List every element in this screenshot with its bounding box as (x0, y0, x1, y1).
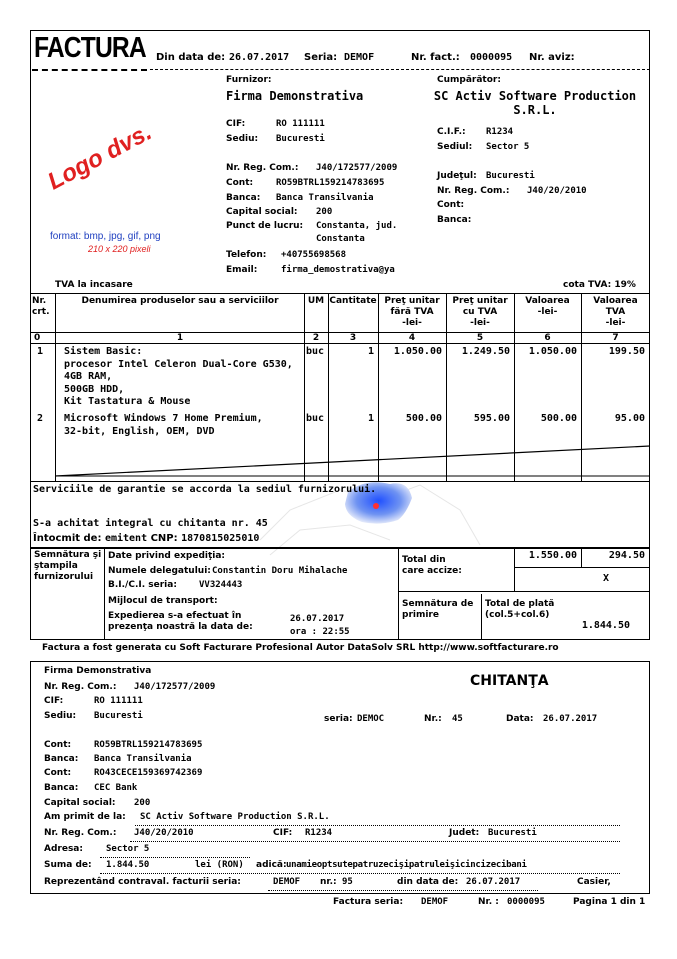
representing-dots (268, 890, 538, 891)
client-county: Bucuresti (488, 828, 537, 838)
th-nr: Nr. crt. (32, 296, 50, 317)
th-desc: Denumirea produselor sau a serviciilor (81, 296, 279, 306)
colnum-1: 1 (176, 333, 184, 343)
currency: lei (RON) (195, 860, 244, 870)
th-vat-1: Valoarea (593, 296, 638, 306)
colnum-4: 4 (408, 333, 416, 343)
row2-value: 500.00 (540, 413, 577, 424)
th-vat-3: -lei- (605, 318, 626, 328)
receipt-date: 26.07.2017 (543, 714, 598, 724)
inv-date-label: din data de: (397, 877, 459, 887)
th-price-3: -lei- (402, 318, 422, 328)
row1-price: 1.050.00 (393, 346, 442, 357)
buyer-reg: J40/20/2010 (527, 186, 587, 196)
row1-pricevat: 1.249.50 (461, 346, 510, 357)
supplier-seat-label: Sediu: (226, 134, 259, 144)
supplier-phone: +40755698568 (281, 250, 347, 260)
footer-sep-5 (581, 547, 582, 567)
supplier-capital-label: Capital social: (226, 207, 298, 217)
buyer-cif: R1234 (486, 127, 514, 137)
receipt-nr: 45 (452, 714, 463, 724)
notice-label: Nr. aviz: (529, 52, 575, 63)
row2-desc-line: Microsoft Windows 7 Home Premium, (64, 413, 263, 424)
buyer-name-1: SC Activ Software Production (433, 89, 637, 103)
row1-um: buc (306, 346, 325, 357)
vat-rate: cota TVA: 19% (563, 280, 636, 290)
colnum-3: 3 (349, 333, 357, 343)
th-vat (581, 296, 650, 329)
generated-by: Factura a fost generata cu Soft Facturare Profesional Autor DataSolv SRL http://www.softfacturare.ro (42, 643, 559, 653)
receipt-company: Firma Demonstrativa (44, 666, 152, 676)
th-pricevat-2: cu TVA (462, 307, 498, 317)
receipt-date-label: Data: (506, 714, 534, 724)
supplier-label: Furnizor: (226, 75, 272, 85)
delegate-name: Constantin Doru Mihalache (212, 566, 348, 576)
supplier-name: Firma Demonstrativa (226, 89, 364, 103)
buyer-account-label: Cont: (437, 200, 465, 210)
number-label: Nr. fact.: (411, 52, 460, 63)
table-colnum-bottom (30, 343, 650, 344)
supplier-account: RO59BTRL159214783695 (276, 178, 385, 188)
row2-um: buc (306, 413, 325, 424)
words-label: adică: (256, 860, 287, 870)
receipt-title: CHITANŢA (470, 673, 549, 689)
shipping-label: Expedierea s-a efectuat în prezenţa noastră la data de: (108, 611, 253, 632)
supplier-reg-label: Nr. Reg. Com.: (226, 163, 299, 173)
client-reg-label: Nr. Reg. Com.: (44, 828, 117, 838)
delegate-label: Numele delegatului: (108, 566, 211, 576)
supplier-bank: Banca Transilvania (276, 193, 374, 203)
colnum-5: 5 (476, 333, 484, 343)
supplier-account-label: Cont: (226, 178, 254, 188)
receipt-cif: RO 111111 (94, 696, 143, 706)
sum-label: Suma de: (44, 860, 92, 870)
row2-nr: 2 (37, 413, 44, 424)
inv-series: DEMOF (273, 877, 301, 887)
vat-note: TVA la incasare (55, 280, 133, 290)
header-divider (150, 69, 650, 70)
th-pricevat-3: -lei- (470, 318, 490, 328)
row1-desc-line: 4GB RAM, (64, 371, 113, 382)
cnp-value: 1870815025010 (181, 533, 260, 544)
address-label: Adresa: (44, 844, 83, 854)
colnum-0: 0 (34, 333, 41, 343)
issuer-label: Întocmit de: (33, 533, 102, 544)
logo-text: Logo dvs. (43, 118, 157, 196)
footer-sep-3 (481, 594, 482, 640)
sum-dots (100, 873, 620, 874)
supplier-workpoint-2: Constanta (316, 234, 365, 244)
buyer-seat-label: Sediul: (437, 142, 473, 152)
supplier-seat: Bucuresti (276, 134, 325, 144)
sum-value: 1.844.50 (106, 860, 150, 870)
inv-nr: 95 (342, 877, 353, 887)
receipt-capital: 200 (134, 798, 151, 808)
th-pricevat-1: Preţ unitar (452, 296, 508, 306)
footer-mid-line (398, 591, 650, 592)
receipt-series-label: seria: (324, 714, 353, 724)
invoice-number: 0000095 (470, 52, 513, 63)
client-cif: R1234 (305, 828, 333, 838)
address-dots (100, 857, 250, 858)
cnp-label: CNP: (150, 533, 178, 544)
supplier-email: firma_demostrativa@ya (281, 265, 395, 275)
receipt-signature: Semnătura de primire (402, 599, 474, 620)
client-dots (130, 841, 620, 842)
page-footer-series: DEMOF (421, 897, 449, 907)
invoice-title: FACTURA (34, 32, 146, 64)
row1-nr: 1 (37, 346, 44, 357)
row1-vat: 199.50 (608, 346, 645, 357)
footer-sep-2 (398, 547, 399, 640)
total-label: Total din care accize: (402, 555, 462, 576)
th-price-2: fără TVA (390, 307, 434, 317)
th-vat-2: TVA (605, 307, 626, 317)
supplier-email-label: Email: (226, 265, 258, 275)
th-um: UM (307, 296, 325, 306)
invoice-series: DEMOF (344, 52, 375, 63)
id-value: VV324443 (199, 580, 243, 590)
receipt-bank1-label: Banca: (44, 754, 79, 764)
supplier-cif: RO 111111 (276, 119, 325, 129)
inv-nr-label: nr.: (320, 877, 337, 887)
series-label: Seria: (304, 52, 338, 63)
row2-price: 500.00 (405, 413, 442, 424)
row1-qty: 1 (367, 346, 374, 357)
client-reg: J40/20/2010 (134, 828, 194, 838)
receipt-nr-label: Nr.: (424, 714, 442, 724)
row1-desc-line: procesor Intel Celeron Dual-Core G530, (64, 358, 293, 370)
supplier-signature: Semnătura şi ştampila furnizorului (34, 550, 102, 582)
receipt-seat: Bucuresti (94, 711, 143, 721)
supplier-bank-label: Banca: (226, 193, 261, 203)
th-value (514, 296, 581, 318)
table-top-line (30, 293, 650, 294)
total-value: 1.550.00 (528, 550, 577, 561)
row2-qty: 1 (367, 413, 374, 424)
buyer-name-2: S.R.L. (513, 103, 557, 117)
buyer-seat: Sector 5 (486, 142, 530, 152)
receipt-account1: RO59BTRL159214783695 (94, 740, 203, 750)
receipt-reg-label: Nr. Reg. Com.: (44, 682, 117, 692)
footer-sep-1 (104, 547, 105, 640)
receipt-series: DEMOC (357, 714, 385, 724)
colnum-7: 7 (612, 333, 619, 343)
supplier-workpoint-1: Constanta, jud. (316, 221, 398, 231)
th-price (378, 296, 446, 329)
representing-label: Reprezentând contraval. facturii seria: (44, 877, 241, 887)
buyer-bank-label: Banca: (437, 215, 472, 225)
client-cif-label: CIF: (273, 828, 293, 838)
logo-placeholder (43, 118, 175, 260)
receipt-bank1: Banca Transilvania (94, 754, 192, 764)
buyer-county: Bucuresti (486, 171, 535, 181)
address-value: Sector 5 (106, 844, 150, 854)
receipt-capital-label: Capital social: (44, 798, 116, 808)
invoice-date: 26.07.2017 (229, 52, 290, 63)
row1-value: 1.050.00 (528, 346, 577, 357)
receipt-account1-label: Cont: (44, 740, 72, 750)
th-value-2: -lei- (537, 307, 558, 317)
row2-vat: 95.00 (614, 413, 645, 424)
page-footer-nr-label: Nr. : (478, 897, 499, 907)
colnum-2: 2 (312, 333, 320, 343)
page-number: Pagina 1 din 1 (573, 897, 646, 907)
row1-desc-line: 500GB HDD, (64, 383, 125, 395)
shipping-time: ora : 22:55 (290, 627, 350, 637)
row2-desc-line: 32-bit, English, OEM, DVD (64, 425, 215, 437)
receipt-cif-label: CIF: (44, 696, 64, 706)
receipt-reg: J40/172577/2009 (134, 682, 216, 692)
sum-in-words: unamieoptsutepatruzecişipatruleişicincizecibani (286, 860, 527, 870)
buyer-county-label: Judeţul: (437, 171, 477, 181)
cashier: Casier, (577, 877, 611, 887)
th-price-1: Preţ unitar (384, 296, 440, 306)
receipt-seat-label: Sediu: (44, 711, 77, 721)
row2-pricevat: 595.00 (473, 413, 510, 424)
inv-date: 26.07.2017 (466, 877, 521, 887)
buyer-reg-label: Nr. Reg. Com.: (437, 186, 510, 196)
row1-desc-line: Kit Tastatura & Mouse (64, 396, 191, 407)
logo-size: 210 x 220 pixeli (88, 244, 151, 254)
row2-desc (64, 413, 263, 438)
warranty-note: Serviciile de garantie se accorda la sediul furnizorului. (33, 484, 377, 495)
client-county-label: Judet: (449, 828, 480, 838)
received-from: SC Activ Software Production S.R.L. (140, 812, 330, 822)
th-qty: Cantitate (329, 296, 377, 306)
expedition-title: Date privind expediţia: (108, 551, 226, 561)
title-underline (32, 69, 147, 71)
footer-total-line (514, 567, 650, 568)
th-value-1: Valoarea (525, 296, 570, 306)
paid-note: S-a achitat integral cu chitanta nr. 45 (33, 518, 268, 529)
received-dots (135, 825, 620, 826)
total-vat: 294.50 (608, 550, 645, 561)
grand-total-label: Total de plată (col.5+col.6) (485, 599, 555, 620)
logo-format: format: bmp, jpg, gif, png (50, 231, 161, 242)
buyer-label: Cumpărător: (437, 75, 501, 85)
transport-label: Mijlocul de transport: (108, 596, 218, 606)
supplier-capital: 200 (316, 207, 333, 217)
receipt-bank2-label: Banca: (44, 783, 79, 793)
receipt-account2-label: Cont: (44, 768, 72, 778)
shipping-date: 26.07.2017 (290, 614, 345, 624)
colnum-6: 6 (544, 333, 551, 343)
id-label: B.I./C.I. seria: (108, 580, 177, 590)
issuer-name: emitent (104, 533, 148, 544)
th-pricevat (446, 296, 514, 329)
supplier-workpoint-label: Punct de lucru: (226, 221, 304, 231)
receipt-bank2: CEC Bank (94, 783, 138, 793)
supplier-phone-label: Telefon: (226, 250, 267, 260)
buyer-cif-label: C.I.F.: (437, 127, 466, 137)
supplier-reg: J40/172577/2009 (316, 163, 398, 173)
page-footer-series-label: Factura seria: (333, 897, 404, 907)
footer-box-top (30, 547, 650, 549)
received-label: Am primit de la: (44, 812, 126, 822)
excise-mark: X (602, 573, 610, 584)
row1-desc (64, 346, 293, 409)
page-footer-nr: 0000095 (507, 897, 545, 907)
footer-sep-4 (514, 547, 515, 591)
grand-total: 1.844.50 (581, 620, 630, 631)
date-label: Din data de: (156, 52, 226, 63)
issuer-line (33, 533, 259, 544)
receipt-account2: RO43CECE159369742369 (94, 768, 203, 778)
row1-desc-line: Sistem Basic: (64, 346, 143, 357)
supplier-cif-label: CIF: (226, 119, 246, 129)
